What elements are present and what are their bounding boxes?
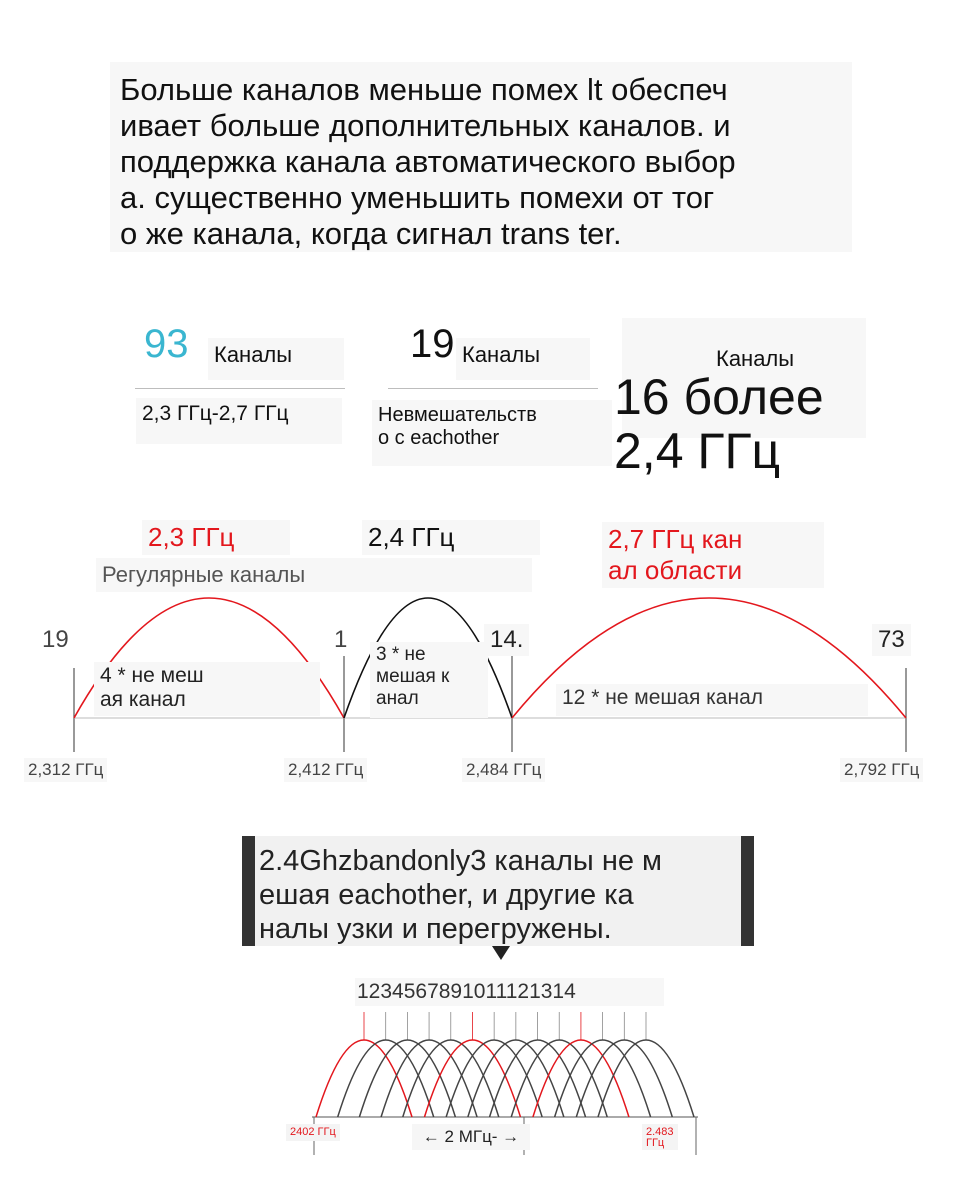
channel-arc-13: [576, 1040, 672, 1117]
stat-19-desc: Невмешательств о с eachother: [372, 400, 612, 466]
segment-label-4: 4 * не меш ая канал: [94, 662, 320, 716]
channel-arc-14: [598, 1040, 694, 1117]
freq-2484: 2,484 ГГц: [462, 758, 545, 782]
band-label-2-7: 2,7 ГГц кан ал области: [602, 522, 824, 588]
stat-19-number: 19: [410, 322, 455, 366]
freq-2792: 2,792 ГГц: [840, 758, 923, 782]
stat-16-unit: Каналы: [716, 346, 795, 371]
channel-arc-3: [359, 1040, 455, 1117]
channel-arc-4: [381, 1040, 477, 1117]
channel-arc-9: [490, 1040, 586, 1117]
band-label-2-3: 2,3 ГГц: [142, 520, 290, 555]
edge-number-73: 73: [872, 624, 911, 656]
callout-box: [242, 836, 754, 946]
stat-16-big: 16 более 2,4 ГГц: [614, 369, 824, 479]
edge-number-14: 14.: [484, 624, 529, 656]
start-frequency: 2402 ГГц: [286, 1124, 340, 1141]
end-frequency: 2.483 ГГц: [642, 1124, 678, 1150]
channel-arc-6: [424, 1040, 520, 1117]
stat-93-desc: 2,3 ГГц-2,7 ГГц: [136, 398, 342, 444]
callout-text: 2.4Ghzbandonly3 каналы не м ешая eachother, и другие ка налы узки и перегружены.: [255, 836, 741, 946]
regular-channels-label: Регулярные каналы: [96, 558, 532, 592]
channel-arc-10: [511, 1040, 607, 1117]
channel-arc-2: [338, 1040, 434, 1117]
band-label-2-4: 2,4 ГГц: [362, 520, 540, 555]
callout-arrow: [492, 946, 510, 960]
channel-arc-8: [468, 1040, 564, 1117]
freq-2412: 2,412 ГГц: [284, 758, 367, 782]
edge-number-19: 19: [42, 626, 69, 653]
stat-93-unit: Каналы: [208, 338, 344, 380]
channel-arc-1: [316, 1040, 412, 1117]
segment-label-12: 12 * не мешая канал: [556, 684, 868, 716]
channel-arc-5: [403, 1040, 499, 1117]
channel-arc-12: [555, 1040, 651, 1117]
freq-2312: 2,312 ГГц: [24, 758, 107, 782]
intro-paragraph: Больше каналов меньше помех lt обеспеч ивает больше дополнительных каналов. и поддержка канала автоматического выбор а. существенно уменьшить помехи от тог о же канала, когда сигнал trans ter.: [110, 62, 852, 252]
stat-19-unit: Каналы: [456, 338, 590, 380]
segment-label-3: 3 * не мешая к анал: [370, 642, 488, 718]
stat-93-number: 93: [144, 322, 189, 366]
channel-numbers: 1234567891011121314: [355, 978, 664, 1006]
channel-arc-11: [533, 1040, 629, 1117]
channel-spacing-label: ← 2 МГц- →: [412, 1124, 530, 1150]
edge-number-1: 1: [328, 624, 353, 656]
channel-arc-7: [446, 1040, 542, 1117]
